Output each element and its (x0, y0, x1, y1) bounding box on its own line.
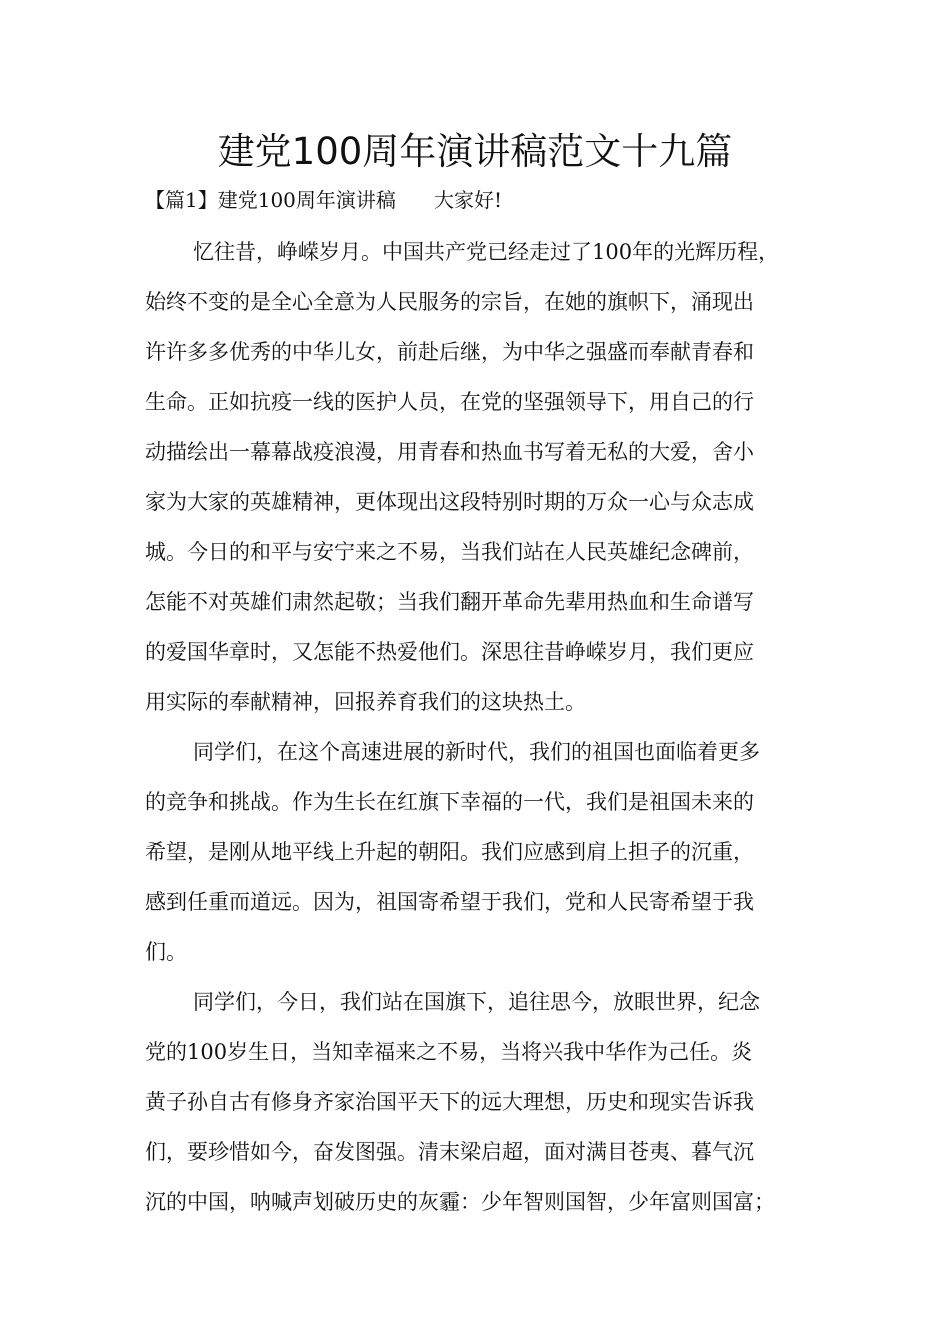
paragraph-line: 希望，是刚从地平线上升起的朝阳。我们应感到肩上担子的沉重， (145, 840, 754, 864)
paragraph-line: 始终不变的是全心全意为人民服务的宗旨，在她的旗帜下，涌现出 (145, 290, 754, 314)
paragraph-line: 用实际的奉献精神，回报养育我们的这块热土。 (145, 690, 586, 714)
paragraph-line: 怎能不对英雄们肃然起敬；当我们翻开革命先辈用热血和生命谱写 (145, 590, 754, 614)
paragraph-line: 同学们，今日，我们站在国旗下，追往思今，放眼世界，纪念 (193, 990, 760, 1014)
paragraph-line: 同学们，在这个高速进展的新时代，我们的祖国也面临着更多 (193, 740, 760, 764)
paragraph-line: 们，要珍惜如今，奋发图强。清末梁启超，面对满目苍夷、暮气沉 (145, 1140, 754, 1164)
paragraph-line: 沉的中国，呐喊声划破历史的灰霾：少年智则国智，少年富则国富； (145, 1190, 775, 1214)
paragraph-line: 许许多多优秀的中华儿女，前赴后继，为中华之强盛而奉献青春和 (145, 340, 754, 364)
paragraph-line: 忆往昔，峥嵘岁月。中国共产党已经走过了100年的光辉历程， (193, 240, 780, 264)
paragraph-line: 家为大家的英雄精神，更体现出这段特别时期的万众一心与众志成 (145, 490, 754, 514)
paragraph-line: 动描绘出一幕幕战疫浪漫，用青春和热血书写着无私的大爱，舍小 (145, 440, 754, 464)
paragraph-line: 们。 (145, 940, 187, 964)
paragraph-line: 黄子孙自古有修身齐家治国平天下的远大理想，历史和现实告诉我 (145, 1090, 754, 1114)
paragraph-line: 党的100岁生日，当知幸福来之不易，当将兴我中华作为己任。炎 (145, 1040, 753, 1064)
paragraph-line: 的爱国华章时，又怎能不热爱他们。深思往昔峥嵘岁月，我们更应 (145, 640, 754, 664)
paragraph-line: 城。今日的和平与安宁来之不易，当我们站在人民英雄纪念碑前， (145, 540, 754, 564)
paragraph-line: 感到任重而道远。因为，祖国寄希望于我们，党和人民寄希望于我 (145, 890, 754, 914)
document-title: 建党100周年演讲稿范文十九篇 (217, 130, 733, 173)
paragraph-line: 生命。正如抗疫一线的医护人员，在党的坚强领导下，用自己的行 (145, 390, 754, 414)
section-heading: 【篇1】建党100周年演讲稿 大家好! (145, 188, 503, 212)
paragraph-line: 的竞争和挑战。作为生长在红旗下幸福的一代，我们是祖国未来的 (145, 790, 754, 814)
